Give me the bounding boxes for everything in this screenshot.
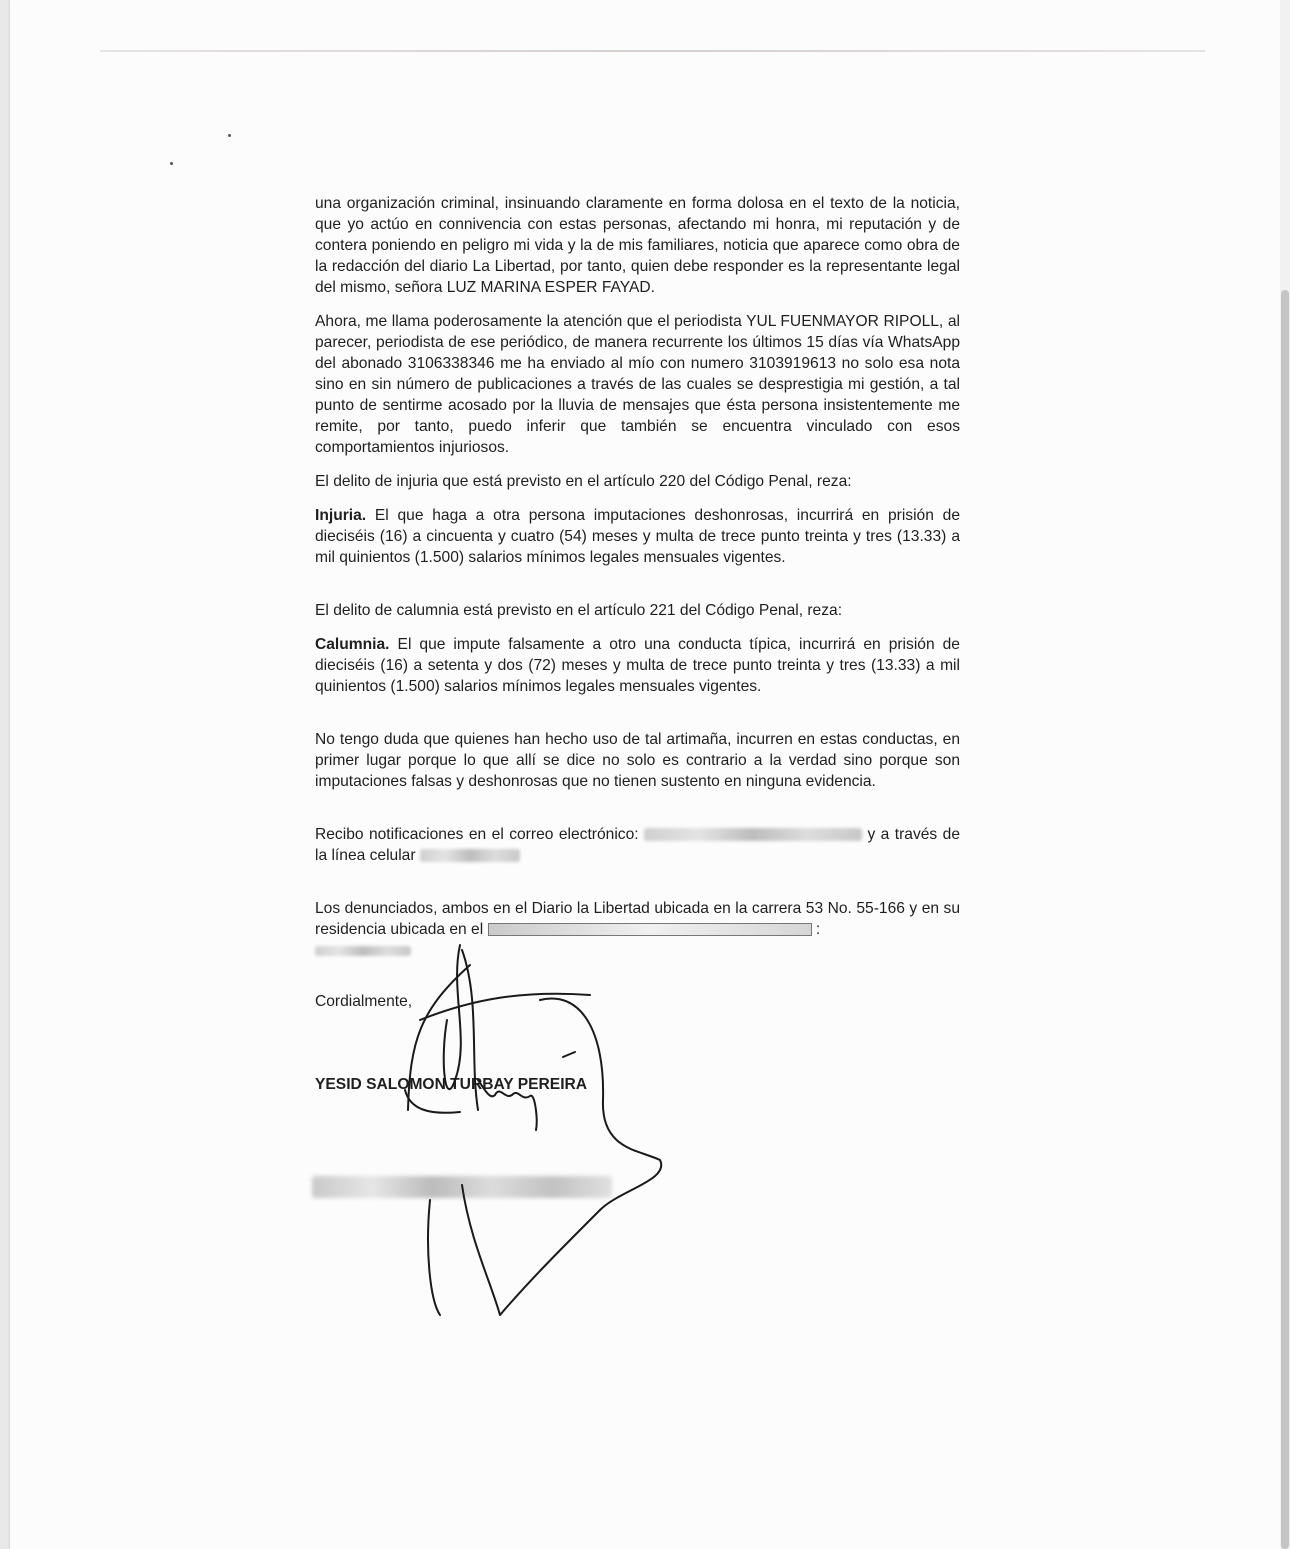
redacted-phone [420, 849, 520, 862]
redacted-address [488, 923, 812, 936]
injuria-heading: Injuria. [315, 507, 367, 524]
denunciados-text-a: Los denunciados, ambos en el Diario la Libertad ubicada en la carrera 53 No. 55-166 y en su residencia ubicada en el [315, 900, 960, 938]
paragraph-periodista: Ahora, me llama poderosamente la atención que el periodista YUL FUENMAYOR RIPOLL, al parecer, periodista de ese periódico, de manera recurrente los últimos 15 días vía WhatsApp del abonado 3106338346 me ha enviado al mío con numero 3103919613 no solo esa nota sino en sin número de publicaciones a través de las cuales se desprestigia mi gestión, a tal punto de sentirme acosado por la lluvia de mensajes que ésta persona insistentemente me remite, por tanto, puedo inferir que también se encuentra vinculado con esos comportamientos injuriosos. [315, 313, 960, 456]
scrollbar-thumb[interactable] [1281, 290, 1289, 1549]
redacted-email [644, 828, 862, 841]
scan-speck [170, 162, 173, 165]
letter-body [315, 193, 960, 1108]
injuria-text: El que haga a otra persona imputaciones deshonrosas, incurrirá en prisión de dieciséis (16) a cincuenta y cuatro (54) meses y multa de trece punto treinta y tres (13.33) a mil quinientos (1.500) salarios mínimos legales mensuales vigentes. [315, 507, 960, 566]
closing: Cordialmente, [315, 993, 413, 1010]
denunciados-text-b: : [811, 921, 821, 938]
paragraph-injuria-intro: El delito de injuria que está previsto en el artículo 220 del Código Penal, reza: [315, 473, 852, 490]
notificaciones-text-b: y a través de la línea celular [315, 826, 960, 864]
paragraph-conclusion: No tengo duda que quienes han hecho uso de tal artimaña, incurren en estas conductas, en primer lugar porque lo que allí se dice no solo es contrario a la verdad sino porque son imputaciones falsas y deshonrosas que no tienen sustento en ninguna evidencia. [315, 731, 960, 790]
paragraph-injuria [315, 505, 960, 568]
paragraph-calumnia-intro: El delito de calumnia está previsto en el artículo 221 del Código Penal, reza: [315, 602, 843, 619]
scan-speck [228, 134, 231, 137]
calumnia-text: El que impute falsamente a otro una conducta típica, incurrirá en prisión de dieciséis (16) a setenta y dos (72) meses y multa de trece punto treinta y tres (13.33) a mil quinientos (1.500) salarios mínimos legales mensuales vigentes. [315, 636, 960, 695]
notificaciones-text-a: Recibo notificaciones en el correo electrónico: [315, 826, 645, 843]
paragraph-notificaciones [315, 824, 960, 866]
calumnia-heading: Calumnia. [315, 636, 390, 653]
redacted-number [315, 946, 411, 956]
paragraph-denunciados [315, 898, 960, 961]
page-top-edge [100, 50, 1205, 52]
redacted-id-number [312, 1176, 612, 1198]
paragraph-organizacion: una organización criminal, insinuando claramente en forma dolosa en el texto de la noticia, que yo actúo en connivencia con estas personas, afectando mi honra, mi reputación y de contera poniendo en peligro mi vida y la de mis familiares, noticia que aparece como obra de la redacción del diario La Libertad, por tanto, quien debe responder es la representante legal del mismo, señora LUZ MARINA ESPER FAYAD. [315, 195, 960, 296]
scrollbar[interactable] [1280, 0, 1290, 1549]
signer-name: YESID SALOMON TURBAY PEREIRA [315, 1076, 588, 1093]
paragraph-calumnia [315, 634, 960, 697]
